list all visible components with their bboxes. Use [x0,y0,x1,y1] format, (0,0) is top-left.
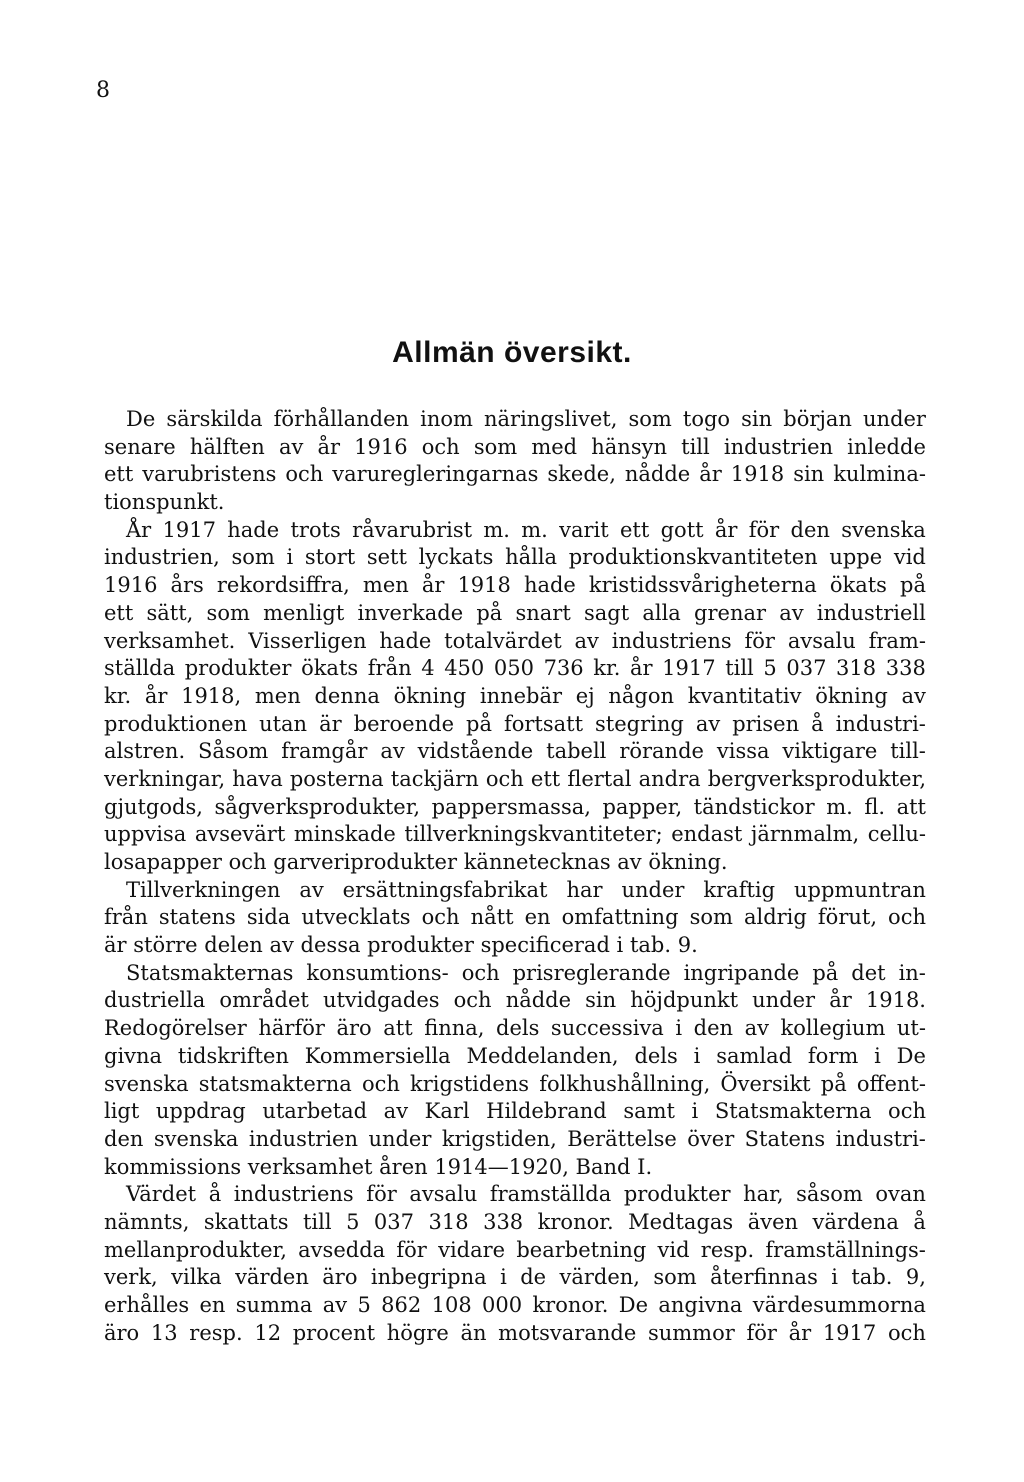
text-line: Redogörelser härför äro att finna, dels successiva i den av kollegium ut- [104,1016,926,1041]
text-line: äro 13 resp. 12 procent högre än motsvarande summor för år 1917 och [104,1320,926,1345]
page-number: 8 [96,78,110,103]
text-line: den svenska industrien under krigstiden, Berättelse över Statens industri- [104,1126,926,1151]
text-line: svenska statsmakterna och krigstidens folkhushållning, Översikt på offent- [104,1071,926,1096]
text-line: Tillverkningen av ersättningsfabrikat har under kraftig uppmuntran [126,877,926,902]
text-line: verkningar, hava posterna tackjärn och ett flertal andra bergverksprodukter, [104,766,926,791]
text-line: Statsmakternas konsumtions- och prisreglerande ingripande på det in- [126,960,926,985]
text-line: ett sätt, som menligt inverkade på snart sagt alla grenar av industriell [104,600,926,625]
body-text [104,406,926,1347]
text-line: mellanprodukter, avsedda för vidare bearbetning vid resp. framställnings- [104,1237,926,1262]
text-line: gjutgods, sågverksprodukter, pappersmassa, papper, tändstickor m. fl. att [104,794,926,819]
text-line: verksamhet. Visserligen hade totalvärdet av industriens för avsalu fram- [104,628,926,653]
text-line: ställda produkter ökats från 4 450 050 736 kr. år 1917 till 5 037 318 338 [104,656,926,681]
text-line: produktionen utan är beroende på fortsatt stegring av prisen å industri- [104,711,926,736]
text-line: erhålles en summa av 5 862 108 000 kronor. De angivna värdesummorna [104,1293,926,1317]
text-line: År 1917 hade trots råvarubrist m. m. varit ett gott år för den svenska [126,517,926,542]
text-line: ett varubristens och varuregleringarnas skede, nådde år 1918 sin kulmina- [104,462,926,487]
text-line: industrien, som i stort sett lyckats hålla produktionskvantiteten uppe vid [104,545,926,570]
text-line: alstren. Såsom framgår av vidstående tabell rörande vissa viktigare till- [104,739,926,764]
text-line: De särskilda förhållanden inom näringslivet, som togo sin början under [126,407,926,431]
text-line: ligt uppdrag utarbetad av Karl Hildebrand samt i Statsmakterna och [104,1099,926,1124]
text-line: losapapper och garveriprodukter kännetecknas av ökning. [104,850,728,874]
text-line: är större delen av dessa produkter specificerad i tab. 9. [104,933,698,958]
text-line: verk, vilka värden äro inbegripna i de värden, som återfinnas i tab. 9, [104,1265,926,1290]
text-line: nämnts, skattats till 5 037 318 338 kronor. Medtagas även värdena å [104,1209,926,1234]
page-title: Allmän översikt. [392,336,632,369]
text-line: Värdet å industriens för avsalu framställda produkter har, såsom ovan [126,1182,926,1207]
text-line: kommissions verksamhet åren 1914—1920, Band I. [104,1154,653,1179]
text-line: uppvisa avsevärt minskade tillverkningskvantiteter; endast järnmalm, cellu- [104,822,926,847]
text-line: tionspunkt. [104,490,225,515]
text-line: från statens sida utvecklats och nått en omfattning som aldrig förut, och [104,905,926,930]
text-line: dustriella området utvidgades och nådde sin höjdpunkt under år 1918. [104,988,926,1013]
text-line: kr. år 1918, men denna ökning innebär ej någon kvantitativ ökning av [104,683,926,708]
text-line: 1916 års rekordsiffra, men år 1918 hade kristidssvårigheterna ökats på [104,573,926,598]
text-line: senare hälften av år 1916 och som med hänsyn till industrien inledde [104,434,926,459]
text-line: givna tidskriften Kommersiella Meddelanden, dels i samlad form i De [104,1043,926,1068]
